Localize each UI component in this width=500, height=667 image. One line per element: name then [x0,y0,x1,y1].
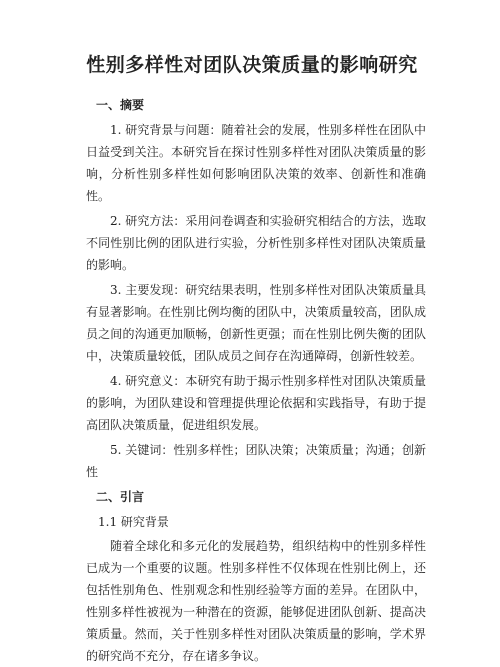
abstract-item-method: 2. 研究方法：采用问卷调查和实验研究相结合的方法，选取不同性别比例的团队进行实验，分析性别多样性对团队决策质量的影响。 [86,214,426,272]
abstract-item-findings: 3. 主要发现：研究结果表明，性别多样性对团队决策质量具有显著影响。在性别比例均衡的团队中，决策质量较高，团队成员之间的沟通更加顺畅，创新性更强；而在性别比例失衡的团队中，决策质量较低，团队成员之间存在沟通障碍，创新性较差。 [86,283,426,363]
abstract-item-background: 1. 研究背景与问题：随着社会的发展，性别多样性在团队中日益受到关注。本研究旨在探讨性别多样性对团队决策质量的影响，分析性别多样性如何影响团队决策的效率、创新性和准确性。 [86,123,426,203]
intro-subheading: 1.1 研究背景 [98,515,169,529]
intro-paragraph: 随着全球化和多元化的发展趋势，组织结构中的性别多样性已成为一个重要的议题。性别多样性不仅体现在性别比例上，还包括性别角色、性别观念和性别经验等方面的差异。在团队中，性别多样性被视为一种潜在的资源，能够促进团队创新、提高决策质量。然而，关于性别多样性对团队决策质量的影响，学术界的研究尚不充分，存在诸多争议。 [86,539,426,663]
abstract-item-significance: 4. 研究意义：本研究有助于揭示性别多样性对团队决策质量的影响，为团队建设和管理提供理论依据和实践指导，有助于提高团队决策质量，促进组织发展。 [86,374,426,432]
abstract-item-keywords: 5. 关键词：性别多样性；团队决策；决策质量；沟通；创新性 [86,443,426,479]
abstract-heading: 一、摘要 [96,98,145,112]
document-title: 性别多样性对团队决策质量的影响研究 [86,54,418,76]
intro-heading: 二、引言 [96,490,145,504]
